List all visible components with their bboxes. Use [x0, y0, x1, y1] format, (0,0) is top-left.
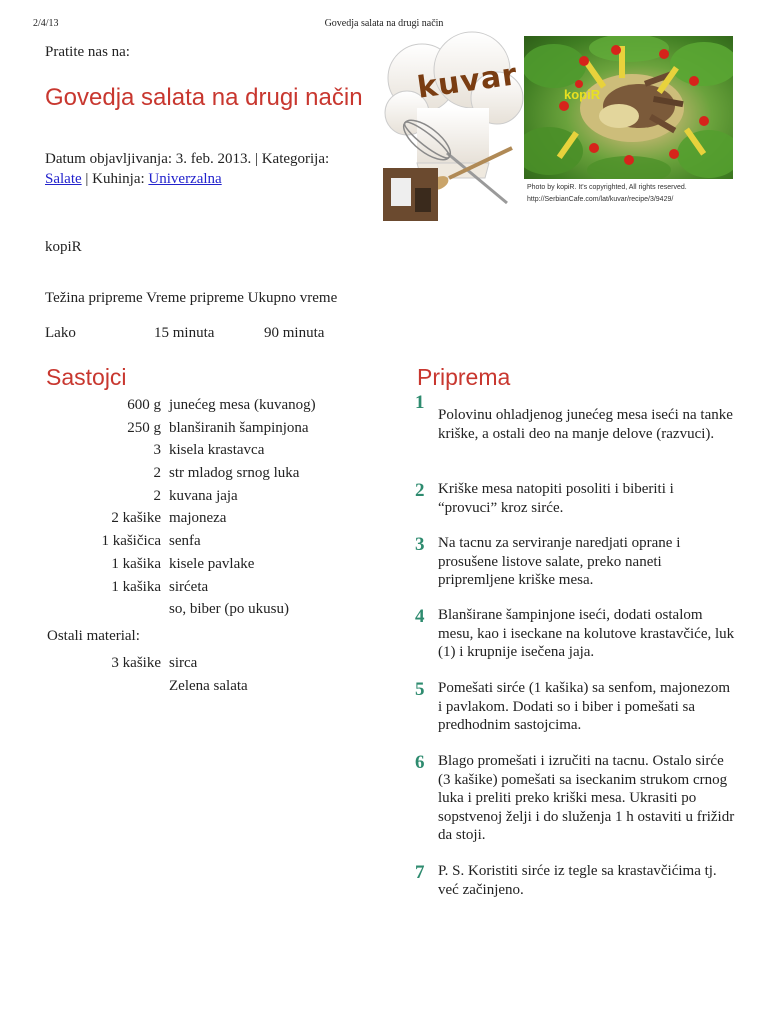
photo-caption: [527, 182, 742, 206]
publish-date-category: Datum objavljivanja: 3. feb. 2013. | Kategorija:: [45, 151, 330, 167]
ingredient-quantity: 1 kašičica: [101, 533, 161, 550]
step-item: [415, 392, 735, 480]
ingredient-name: so, biber (po ukusu): [169, 601, 289, 618]
ingredient-name: blanširanih šampinjona: [169, 419, 309, 436]
chef-hat-icon: [377, 28, 527, 223]
print-date: 2/4/13: [33, 18, 59, 29]
step-text: Blanširane šampinjone iseći, dodati ostalom mesu, kao i iseckane na kolutove krastavčiće, luk (1) i krupnije isečena jaja.: [438, 607, 735, 661]
ingredient-quantity: 3: [153, 442, 161, 459]
difficulty-headers: Težina pripreme Vreme pripreme Ukupno vreme: [45, 290, 338, 306]
recipe-meta: [45, 149, 375, 189]
ingredient-row: [45, 442, 375, 465]
cuisine-label: | Kuhinja:: [81, 171, 149, 187]
step-item: [415, 480, 735, 534]
ingredient-quantity: 250 g: [127, 419, 161, 436]
ingredient-quantity: 2 kašike: [111, 510, 161, 527]
other-materials-heading: Ostali material:: [47, 628, 140, 644]
logo-text: kuvar: [415, 57, 520, 106]
difficulty-level: Lako: [45, 325, 76, 341]
ingredients-list: [45, 397, 375, 624]
author-name: kopiR: [45, 239, 82, 255]
step-number: 5: [415, 679, 425, 700]
ingredient-quantity: 3 kašike: [111, 655, 161, 671]
preparation-steps: [415, 392, 735, 902]
ingredient-name: kuvana jaja: [169, 487, 238, 504]
ingredient-quantity: 600 g: [127, 397, 161, 413]
ingredients-heading: Sastojci: [46, 364, 127, 390]
ingredient-row: [45, 655, 375, 678]
step-number: 6: [415, 752, 425, 773]
step-number: 2: [415, 480, 425, 501]
ingredient-name: kisele pavlake: [169, 555, 255, 572]
step-text: Na tacnu za serviranje naredjati oprane i prosušene listove salate, preko naneti pripremljene kriške mesa.: [438, 535, 681, 589]
category-link[interactable]: Salate: [45, 171, 82, 187]
ingredient-row: [45, 488, 375, 511]
ingredient-row: [45, 678, 375, 701]
step-number: 4: [415, 606, 425, 627]
ingredient-name: senfa: [169, 533, 201, 550]
step-text: Pomešati sirće (1 kašika) sa senfom, majonezom i pavlakom. Dodati so i biber i pomešati sa predhodnim sastojcima.: [438, 680, 731, 734]
step-text: Kriške mesa natopiti posoliti i biberiti i “provuci” kroz sirće.: [438, 481, 674, 516]
step-number: 7: [415, 862, 425, 883]
step-item: [415, 862, 735, 902]
total-time: 90 minuta: [264, 325, 325, 341]
ingredient-quantity: 1 kašika: [111, 578, 161, 595]
page-title: Govedja salata na drugi način: [45, 84, 363, 111]
ingredient-row: [45, 533, 375, 556]
ingredient-name: kisela krastavca: [169, 442, 265, 459]
cuisine-link[interactable]: Univerzalna: [148, 171, 222, 187]
step-item: [415, 752, 735, 862]
ingredient-name: sirca: [169, 655, 198, 671]
step-item: [415, 534, 735, 606]
ingredient-row: [45, 465, 375, 488]
preparation-heading: Priprema: [417, 364, 511, 390]
ingredient-quantity: 2: [153, 465, 161, 482]
photo-copyright: Photo by kopiR. It's copyrighted, All rights reserved.: [527, 184, 687, 191]
ingredient-name: Zelena salata: [169, 677, 248, 694]
ingredient-name: majoneza: [169, 510, 227, 527]
ingredient-name: sirćeta: [169, 578, 209, 595]
salad-image: [524, 36, 733, 179]
step-text: Polovinu ohladjenog junećeg mesa iseći na tanke kriške, a ostali deo na manje delove (razvuci).: [438, 407, 733, 442]
ingredient-row: [45, 420, 375, 443]
step-number: 1: [415, 392, 425, 413]
other-materials-list: [45, 655, 375, 700]
follow-us-label: Pratite nas na:: [45, 44, 130, 60]
print-header-title: Govedja salata na drugi način: [324, 18, 444, 29]
step-item: [415, 679, 735, 752]
step-text: Blago promešati i izručiti na tacnu. Ostalo sirće (3 kašike) pomešati sa iseckanim strukom crnog luka i preliti preko kriški mesa. Ukrasiti po sopstvenoj želji i do služenja 1 h ostaviti u frižidr da stoji.: [438, 753, 735, 844]
ingredient-quantity: 1 kašika: [111, 555, 161, 572]
ingredient-quantity: 2: [153, 487, 161, 504]
ingredient-name: str mladog srnog luka: [169, 465, 300, 482]
prep-time: 15 minuta: [154, 325, 215, 341]
ingredient-name: junećeg mesa (kuvanog): [169, 397, 316, 413]
ingredient-row: [45, 397, 375, 420]
recipe-photo: [524, 36, 733, 179]
ingredient-row: [45, 579, 375, 602]
ingredient-row: [45, 510, 375, 533]
ingredient-row: [45, 556, 375, 579]
kuvar-logo: [377, 28, 527, 223]
step-number: 3: [415, 534, 425, 555]
step-text: P. S. Koristiti sirće iz tegle sa krastavčićima tj. već začinjeno.: [438, 863, 717, 898]
photo-watermark: kopiR: [564, 87, 601, 102]
step-item: [415, 606, 735, 679]
ingredient-row: [45, 601, 375, 624]
photo-source-url: http://SerbianCafe.com/lat/kuvar/recipe/3/9429/: [527, 196, 674, 203]
